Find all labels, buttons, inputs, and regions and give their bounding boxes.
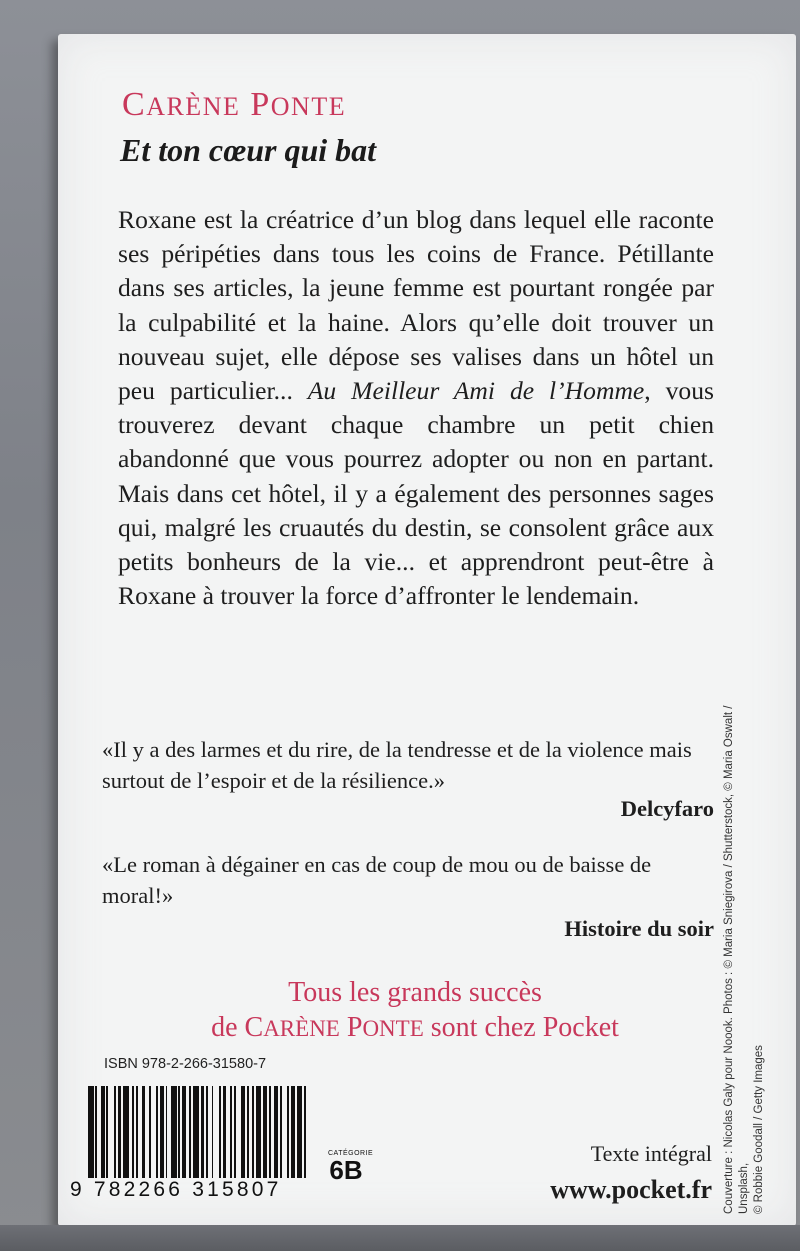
category-value: 6B (329, 1155, 363, 1185)
category-box (328, 1150, 374, 1185)
photo-credits: Couverture : Nicolas Galy pour Noook. Photos : © Maria Sniegirova / Shutterstock, © Maria Oswalt / Unsplash, © Robbie Goodall / Getty Images (723, 705, 765, 1214)
website-url: www.pocket.fr (550, 1175, 712, 1204)
book-title: Et ton cœur qui bat (120, 132, 377, 168)
review-source-1: Delcyfaro (620, 796, 714, 821)
author-name: CARÈNE PONTE (122, 86, 347, 123)
category-label: CATÉGORIE (328, 1150, 374, 1157)
blurb-text: Roxane est la créatrice d’un blog dans lequel elle raconte ses péripéties dans tous les coins de France. Pétillante dans ses articles, la jeune femme est pourtant rongée par la culpabilité et la haine. Alors qu’elle doit trouver un nouveau sujet, elle dépose ses valises dans un hôtel un peu particulier... Au Meilleur Ami de l’Homme, vous trouverez devant chaque chambre un petit chien abandonné que vous pourrez adopter ou non en partant. Mais dans cet hôtel, il y a également des personnes sages qui, malgré les cruautés du destin, se consolent grâce aux petits bonheurs de la vie... et apprendront peut-être à Roxane à trouver la force d’affronter le lendemain. (118, 205, 714, 611)
hotel-name: Au Meilleur Ami de l’Homme (307, 376, 645, 406)
barcode-digits: 9 782266 315807 (70, 1178, 282, 1201)
barcode-bar (306, 1086, 310, 1178)
review-quote-1: «Il y a des larmes et du rire, de la tendresse et de la violence mais surtout de l’espoir et de la résilience.» (102, 737, 692, 793)
isbn-label: ISBN 978-2-266-31580-7 (104, 1056, 267, 1072)
review-quote-2: «Le roman à dégainer en cas de coup de mou ou de baisse de moral!» (102, 852, 652, 908)
barcode (88, 1086, 310, 1178)
texte-integral: Texte intégral (590, 1141, 712, 1166)
table-surface (0, 1225, 800, 1251)
promo-text: Tous les grands succès de CARÈNE PONTE sont chez Pocket (211, 977, 619, 1043)
review-source-2: Histoire du soir (564, 916, 714, 941)
